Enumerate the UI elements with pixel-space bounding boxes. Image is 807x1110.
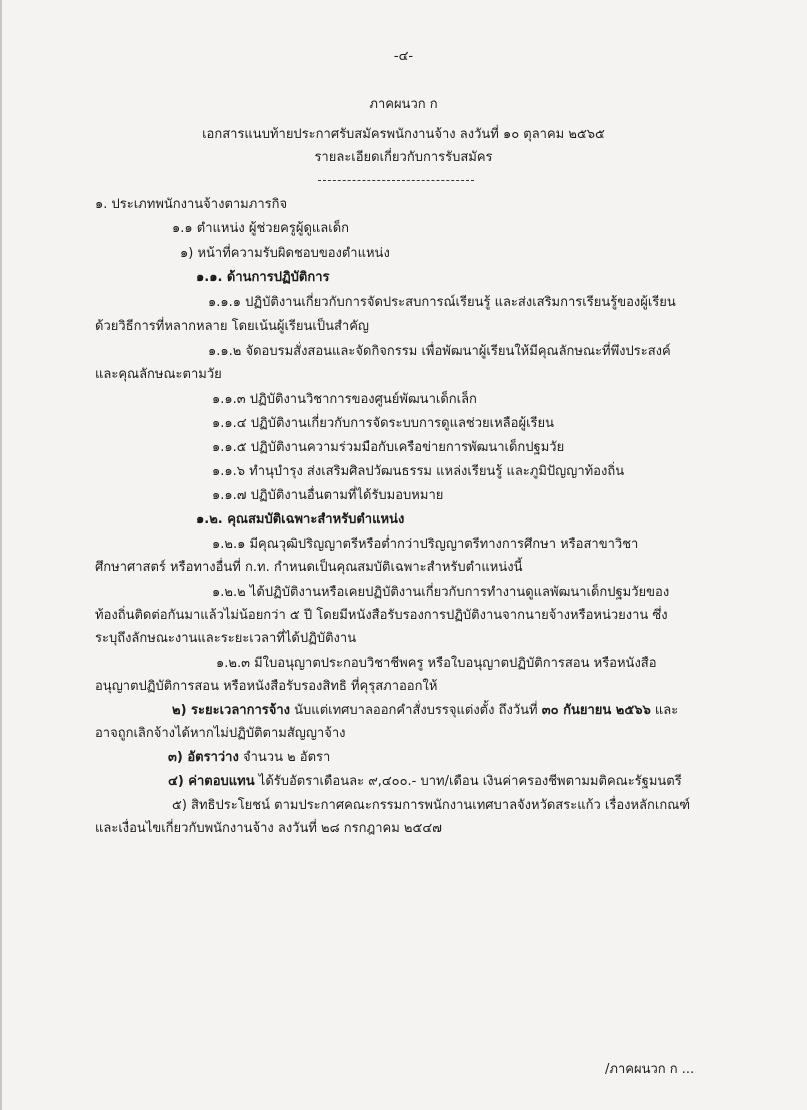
compensation-label: ๔) ค่าตอบแทน <box>168 774 255 789</box>
vacancies-text: จำนวน ๒ อัตรา <box>242 750 331 765</box>
employment-period-text: นับแต่เทศบาลออกคำสั่งบรรจุแต่งตั้ง ถึงวันที่ <box>294 703 538 718</box>
employment-period-label: ๒) ระยะเวลาการจ้าง <box>172 703 291 718</box>
qualification-item-cont: ท้องถิ่นติดต่อกันมาแล้วไม่น้อยกว่า ๕ ปี โดยมีหนังสือรับรองการปฏิบัติงานจากนายจ้างหรือหน่วยงาน ซึ่ง <box>95 608 668 623</box>
duty-item: ๑.๑.๔ ปฏิบัติงานเกี่ยวกับการจัดระบบการดูแลช่วยเหลือผู้เรียน <box>212 416 554 431</box>
duty-item: ๑.๑.๓ ปฏิบัติงานวิชาการของศูนย์พัฒนาเด็กเล็ก <box>212 392 477 407</box>
employment-period-cont: อาจถูกเลิกจ้างได้หากไม่ปฏิบัติตามสัญญาจ้าง <box>95 726 346 741</box>
benefits: ๕) สิทธิประโยชน์ ตามประกาศคณะกรรมการพนักงานเทศบาลจังหวัดสระแก้ว เรื่องหลักเกณฑ์ <box>172 798 691 813</box>
section-heading: ๑. ประเภทพนักงานจ้างตามภารกิจ <box>95 197 288 212</box>
continuation-note: /ภาคผนวก ก ... <box>605 1062 695 1077</box>
operations-heading: ๑.๑. ด้านการปฏิบัติการ <box>196 270 330 285</box>
duty-item: ๑.๑.๗ ปฏิบัติงานอื่นตามที่ได้รับมอบหมาย <box>212 488 444 503</box>
vacancies-label: ๓) อัตราว่าง <box>168 750 239 765</box>
duty-item: ๑.๑.๕ ปฏิบัติงานความร่วมมือกับเครือข่ายการพัฒนาเด็กปฐมวัย <box>212 440 565 455</box>
position-heading: ๑.๑ ตำแหน่ง ผู้ช่วยครูผู้ดูแลเด็ก <box>172 221 350 236</box>
compensation <box>168 773 682 791</box>
section-subtitle: รายละเอียดเกี่ยวกับการรับสมัคร <box>314 150 493 165</box>
duty-item: ๑.๑.๒ จัดอบรมสั่งสอนและจัดกิจกรรม เพื่อพัฒนาผู้เรียนให้มีคุณลักษณะที่พึงประสงค์ <box>208 344 671 359</box>
appendix-title: ภาคผนวก ก <box>369 97 438 112</box>
benefits-cont: และเงื่อนไขเกี่ยวกับพนักงานจ้าง ลงวันที่ ๒๘ กรกฎาคม ๒๕๔๗ <box>95 821 442 836</box>
qualification-item: ๑.๒.๑ มีคุณวุฒิปริญญาตรีหรือต่ำกว่าปริญญาตรีทางการศึกษา หรือสาขาวิชา <box>212 537 639 552</box>
qualification-item-cont: ระบุถึงลักษณะงานและระยะเวลาที่ได้ปฏิบัติงาน <box>95 631 357 646</box>
qualification-item-cont: ศึกษาศาสตร์ หรือทางอื่นที่ ก.ท. กำหนดเป็นคุณสมบัติเฉพาะสำหรับตำแหน่งนี้ <box>95 560 523 575</box>
employment-period-tail: และ <box>654 703 679 718</box>
duty-item: ๑.๑.๖ ทำนุบำรุง ส่งเสริมศิลปวัฒนธรรม แหล่งเรียนรู้ และภูมิปัญญาท้องถิ่น <box>212 464 625 479</box>
qualification-item-cont: อนุญาตปฏิบัติการสอน หรือหนังสือรับรองสิทธิ ที่คุรุสภาออกให้ <box>95 679 438 694</box>
employment-end-date: ๓๐ กันยายน ๒๕๖๖ <box>541 703 651 718</box>
duty-item: ๑.๑.๑ ปฏิบัติงานเกี่ยวกับการจัดประสบการณ์เรียนรู้ และส่งเสริมการเรียนรู้ของผู้เรียน <box>208 295 676 310</box>
employment-period <box>172 702 678 720</box>
qualification-item: ๑.๒.๒ ได้ปฏิบัติงานหรือเคยปฏิบัติงานเกี่ยวกับการทำงานดูแลพัฒนาเด็กปฐมวัยของ <box>212 585 670 600</box>
page-number: -๔- <box>393 49 414 64</box>
duties-heading: ๑) หน้าที่ความรับผิดชอบของตำแหน่ง <box>180 246 390 261</box>
duty-item-cont: และคุณลักษณะตามวัย <box>95 367 222 382</box>
qualifications-heading: ๑.๒. คุณสมบัติเฉพาะสำหรับตำแหน่ง <box>196 512 405 527</box>
qualification-item: ๑.๒.๓ มีใบอนุญาตประกอบวิชาชีพครู หรือใบอนุญาตปฏิบัติการสอน หรือหนังสือ <box>216 656 657 671</box>
vacancies <box>168 749 330 767</box>
compensation-text: ได้รับอัตราเดือนละ ๙,๔๐๐.- บาท/เดือน เงินค่าครองชีพตามมติคณะรัฐมนตรี <box>258 774 682 789</box>
duty-item-cont: ด้วยวิธีการที่หลากหลาย โดยเน้นผู้เรียนเป็นสำคัญ <box>95 319 370 334</box>
title-divider <box>318 180 474 181</box>
document-subtitle: เอกสารแนบท้ายประกาศรับสมัครพนักงานจ้าง ลงวันที่ ๑๐ ตุลาคม ๒๕๖๕ <box>202 127 605 142</box>
